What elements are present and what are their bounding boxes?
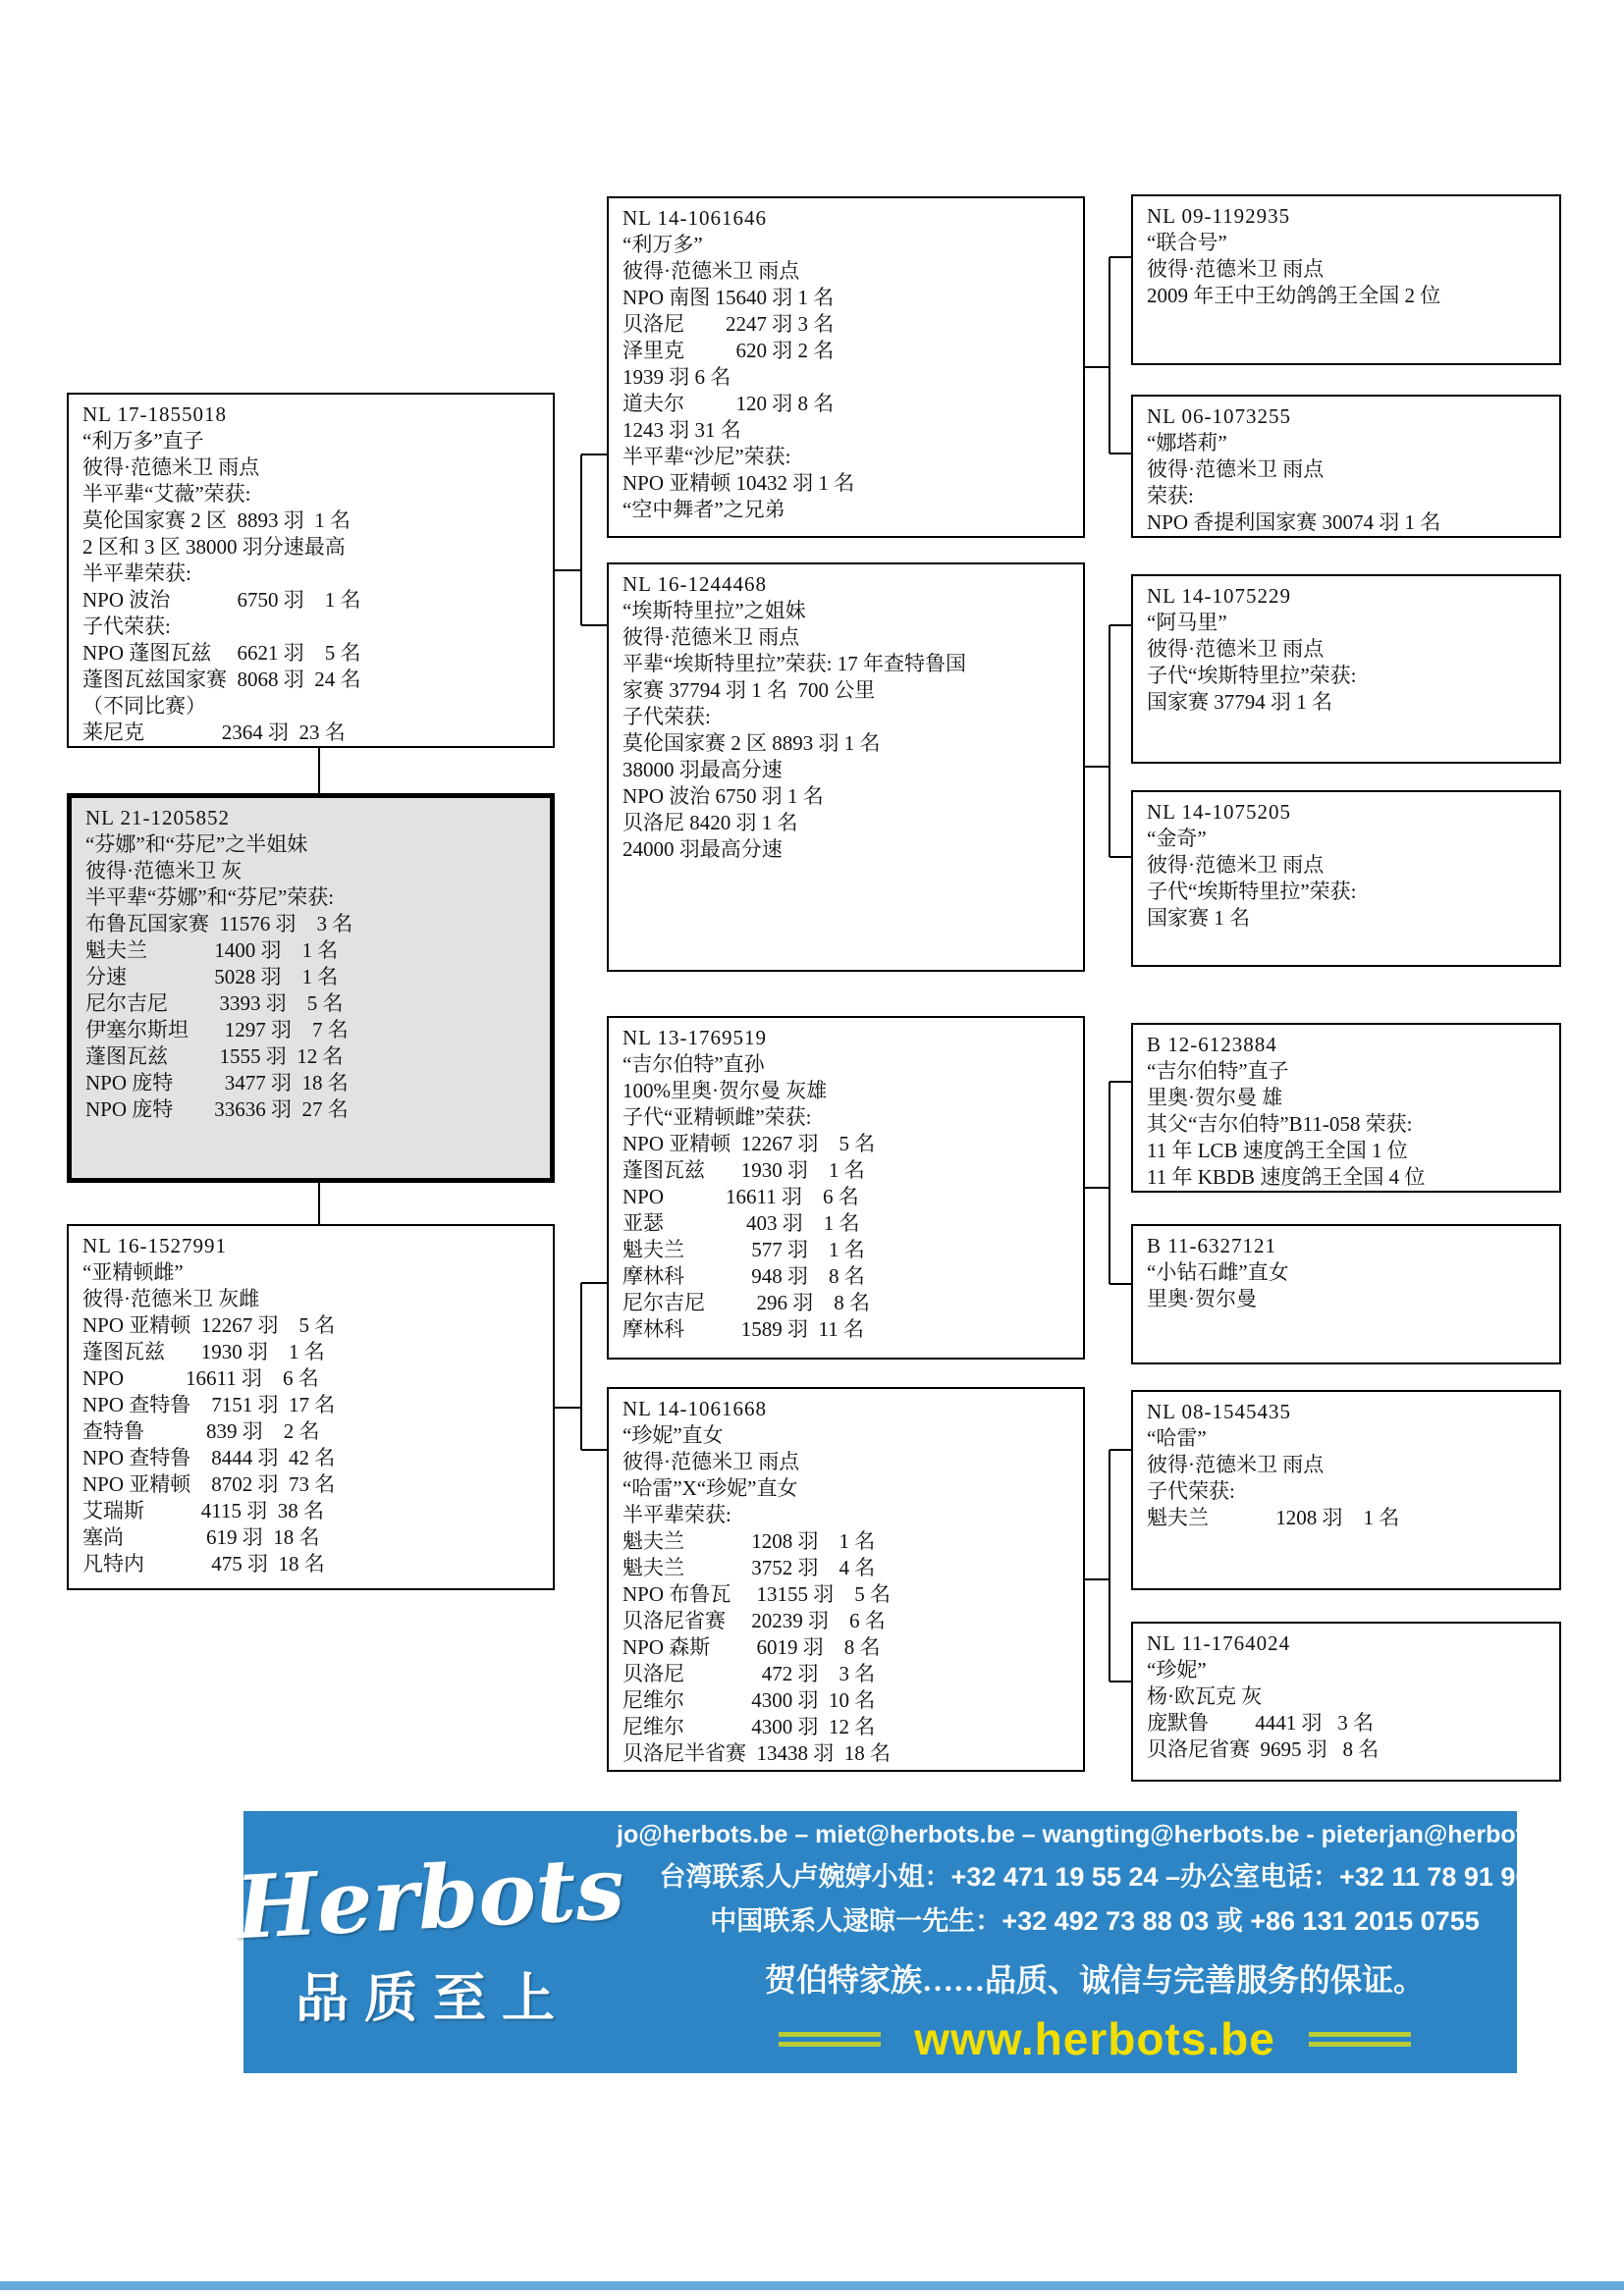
pedigree-line: “哈雷” — [1147, 1426, 1207, 1450]
pedigree-line: 38000 羽最高分速 — [623, 758, 783, 781]
pedigree-line: NPO 亚精顿 8702 羽 73 名 — [82, 1472, 336, 1496]
pedigree-lines — [1147, 826, 1547, 932]
pedigree-line: 魁夫兰 3752 羽 4 名 — [623, 1556, 876, 1579]
pedigree-lines — [82, 1259, 541, 1577]
pedigree-line: NPO 南图 15640 羽 1 名 — [623, 286, 835, 309]
pedigree-line: 1243 羽 31 名 — [623, 418, 741, 442]
pedigree-line: NPO 查特鲁 8444 羽 42 名 — [82, 1446, 336, 1469]
pedigree-box-sire-dam — [607, 562, 1085, 972]
pedigree-line: 彼得·范德米卫 雨点 — [82, 455, 260, 479]
pedigree-line: 家赛 37794 羽 1 名 700 公里 — [623, 678, 876, 702]
decorative-lines-right-icon — [1309, 2027, 1411, 2052]
pedigree-line: 贝洛尼 8420 羽 1 名 — [623, 811, 798, 834]
pedigree-line: 蓬图瓦兹 1930 羽 1 名 — [623, 1158, 865, 1182]
pedigree-line: 亚瑟 403 羽 1 名 — [623, 1211, 860, 1235]
pedigree-line: 贝洛尼省赛 20239 羽 6 名 — [623, 1609, 886, 1632]
pedigree-line: 魁夫兰 1400 羽 1 名 — [85, 938, 339, 962]
pedigree-line: NPO 波治 6750 羽 1 名 — [82, 588, 361, 612]
pedigree-line: NPO 16611 羽 6 名 — [82, 1366, 319, 1390]
pedigree-line: 半平辈“艾薇”荣获: — [82, 482, 251, 506]
pedigree-line: “联合号” — [1147, 231, 1227, 254]
banner-family-slogan: 贺伯特家族……品质、诚信与完善服务的保证。 — [765, 1962, 1426, 1998]
pedigree-line: “娜塔莉” — [1147, 431, 1227, 454]
pedigree-line: 半平辈“沙尼”荣获: — [623, 445, 791, 468]
ring-number: B 12-6123884 — [1147, 1033, 1277, 1056]
pedigree-line: “金奇” — [1147, 827, 1207, 850]
ring-number: NL 14-1061668 — [623, 1397, 767, 1420]
banner-contact-china: 中国联系人逯晾一先生：+32 492 73 88 03 或 +86 131 2015 0755 — [710, 1906, 1480, 1936]
pedigree-line: 100%里奥·贺尔曼 灰雄 — [623, 1079, 828, 1102]
pedigree-box-dam-dam-dam — [1131, 1622, 1561, 1782]
pedigree-line: （不同比赛） — [82, 694, 206, 718]
pedigree-line: 魁夫兰 577 羽 1 名 — [623, 1238, 865, 1261]
ring-number: NL 16-1527991 — [82, 1234, 227, 1257]
ring-number: NL 06-1073255 — [1147, 404, 1291, 428]
pedigree-lines — [85, 831, 538, 1123]
pedigree-line: 其父“吉尔伯特”B11-058 荣获: — [1147, 1112, 1413, 1136]
pedigree-line: 半平辈“芬娜”和“芬尼”荣获: — [85, 885, 335, 909]
pedigree-line: “利万多”直子 — [82, 429, 204, 453]
ring-number: NL 14-1061646 — [623, 206, 767, 230]
pedigree-line: “利万多” — [623, 233, 703, 256]
pedigree-line: 塞尚 619 羽 18 名 — [82, 1525, 320, 1549]
ring-number: NL 21-1205852 — [85, 806, 230, 829]
pedigree-line: 荣获: — [1147, 484, 1194, 507]
banner-contact-taiwan: 台湾联系人卢婉婷小姐：+32 471 19 55 24 –办公室电话：+32 11 78 91 90 — [659, 1862, 1531, 1892]
pedigree-line: 里奥·贺尔曼 雄 — [1147, 1086, 1283, 1109]
website-url: www.herbots.be — [914, 2013, 1275, 2064]
pedigree-box-sire-sire-dam — [1131, 395, 1561, 538]
pedigree-line: NPO 亚精顿 12267 羽 5 名 — [623, 1132, 876, 1155]
pedigree-line: 国家赛 37794 羽 1 名 — [1147, 690, 1332, 714]
pedigree-line: 子代荣获: — [82, 614, 171, 638]
pedigree-box-subject — [67, 793, 555, 1183]
pedigree-box-sire-dam-dam — [1131, 790, 1561, 967]
ring-number: B 11-6327121 — [1147, 1234, 1276, 1257]
pedigree-line: 11 年 KBDB 速度鸽王全国 4 位 — [1147, 1165, 1426, 1189]
pedigree-line: NPO 亚精顿 10432 羽 1 名 — [623, 471, 855, 495]
pedigree-line: 彼得·范德米卫 灰 — [85, 859, 243, 882]
pedigree-line: NPO 庞特 3477 羽 18 名 — [85, 1071, 349, 1095]
ring-number: NL 09-1192935 — [1147, 204, 1291, 228]
pedigree-line: 子代荣获: — [623, 705, 711, 728]
pedigree-line: 蓬图瓦兹 1555 羽 12 名 — [85, 1044, 344, 1068]
pedigree-lines — [82, 428, 541, 746]
pedigree-line: 莫伦国家赛 2 区 8893 羽 1 名 — [82, 508, 351, 532]
decorative-lines-left-icon — [779, 2027, 881, 2052]
pedigree-lines — [623, 232, 1071, 523]
pedigree-line: 魁夫兰 1208 羽 1 名 — [623, 1529, 876, 1553]
pedigree-box-sire — [67, 393, 555, 748]
pedigree-lines — [1147, 230, 1547, 309]
pedigree-lines — [1147, 430, 1547, 536]
pedigree-line: NPO 亚精顿 12267 羽 5 名 — [82, 1313, 336, 1337]
pedigree-line: 子代荣获: — [1147, 1479, 1235, 1503]
pedigree-line: 摩林科 1589 羽 11 名 — [623, 1317, 864, 1341]
pedigree-line: “珍妮” — [1147, 1658, 1207, 1682]
pedigree-line: NPO 香提利国家赛 30074 羽 1 名 — [1147, 510, 1441, 534]
pedigree-line: 尼维尔 4300 羽 10 名 — [623, 1688, 876, 1712]
pedigree-line: 彼得·范德米卫 雨点 — [1147, 853, 1325, 877]
pedigree-lines — [1147, 1259, 1547, 1312]
pedigree-line: NPO 查特鲁 7151 羽 17 名 — [82, 1393, 336, 1416]
pedigree-line: NPO 波治 6750 羽 1 名 — [623, 784, 824, 808]
banner-logo-block — [233, 1836, 627, 2032]
pedigree-line: 11 年 LCB 速度鸽王全国 1 位 — [1147, 1139, 1408, 1162]
pedigree-line: 半平辈荣获: — [623, 1503, 731, 1526]
pedigree-line: “吉尔伯特”直子 — [1147, 1059, 1289, 1083]
pedigree-line: “吉尔伯特”直孙 — [623, 1052, 765, 1076]
pedigree-line: 伊塞尔斯坦 1297 羽 7 名 — [85, 1018, 349, 1041]
pedigree-box-dam-dam — [607, 1387, 1085, 1772]
pedigree-line: 艾瑞斯 4115 羽 38 名 — [82, 1499, 324, 1522]
pedigree-line: “空中舞者”之兄弟 — [623, 498, 785, 521]
pedigree-line: 泽里克 620 羽 2 名 — [623, 339, 835, 362]
pedigree-line: 24000 羽最高分速 — [623, 837, 783, 861]
pedigree-line: 彼得·范德米卫 雨点 — [1147, 1453, 1325, 1476]
pedigree-line: 莫伦国家赛 2 区 8893 羽 1 名 — [623, 731, 881, 755]
pedigree-line: 魁夫兰 1208 羽 1 名 — [1147, 1506, 1400, 1529]
ring-number: NL 16-1244468 — [623, 572, 767, 596]
pedigree-line: 贝洛尼 2247 羽 3 名 — [623, 312, 835, 336]
pedigree-line: 彼得·范德米卫 雨点 — [1147, 257, 1325, 281]
pedigree-line: 子代“埃斯特里拉”荣获: — [1147, 880, 1357, 903]
pedigree-line: 彼得·范德米卫 灰雌 — [82, 1287, 260, 1310]
pedigree-line: 蓬图瓦兹国家赛 8068 羽 24 名 — [82, 667, 361, 691]
pedigree-line: 2 区和 3 区 38000 羽分速最高 — [82, 535, 346, 559]
pedigree-line: 1939 羽 6 名 — [623, 365, 731, 389]
pedigree-line: 贝洛尼半省赛 13438 羽 18 名 — [623, 1741, 891, 1765]
pedigree-line: 彼得·范德米卫 雨点 — [1147, 637, 1325, 661]
pedigree-line: 庞默鲁 4441 羽 3 名 — [1147, 1711, 1374, 1735]
pedigree-line: 摩林科 948 羽 8 名 — [623, 1264, 865, 1288]
pedigree-lines — [623, 1051, 1071, 1343]
pedigree-line: 里奥·贺尔曼 — [1147, 1287, 1257, 1310]
ring-number: NL 14-1075205 — [1147, 800, 1291, 824]
pedigree-line: “哈雷”X“珍妮”直女 — [623, 1476, 798, 1500]
pedigree-lines — [1147, 1058, 1547, 1191]
pedigree-line: “珍妮”直女 — [623, 1423, 724, 1447]
pedigree-box-sire-sire-sire — [1131, 194, 1561, 365]
pedigree-line: NPO 庞特 33636 羽 27 名 — [85, 1097, 349, 1121]
pedigree-line: 半平辈荣获: — [82, 561, 191, 585]
pedigree-line: 分速 5028 羽 1 名 — [85, 965, 339, 988]
banner-contact-block — [617, 1819, 1579, 2065]
pedigree-line: 彼得·范德米卫 雨点 — [623, 625, 800, 649]
pedigree-box-dam-sire-sire — [1131, 1023, 1561, 1193]
pedigree-line: 凡特内 475 羽 18 名 — [82, 1552, 325, 1575]
pedigree-line: “阿马里” — [1147, 611, 1227, 634]
pedigree-line: 尼尔吉尼 296 羽 8 名 — [623, 1291, 870, 1314]
banner-emails: jo@herbots.be – miet@herbots.be – wangting@herbots.be - pieterjan@herbots.be — [617, 1821, 1574, 1848]
pedigree-line: “小钻石雌”直女 — [1147, 1260, 1289, 1284]
herbots-banner — [233, 1811, 1574, 2073]
pedigree-lines — [623, 598, 1071, 863]
pedigree-line: NPO 蓬图瓦兹 6621 羽 5 名 — [82, 641, 361, 665]
pedigree-box-sire-sire — [607, 196, 1085, 538]
pedigree-line: 子代“亚精顿雌”荣获: — [623, 1105, 812, 1129]
pedigree-line: NPO 16611 羽 6 名 — [623, 1185, 859, 1208]
pedigree-line: 蓬图瓦兹 1930 羽 1 名 — [82, 1340, 325, 1363]
pedigree-line: 2009 年王中王幼鸽鸽王全国 2 位 — [1147, 284, 1441, 307]
herbots-logo-text: Herbots — [233, 1836, 627, 1959]
pedigree-line: 尼维尔 4300 羽 12 名 — [623, 1715, 876, 1738]
page-bottom-strip — [0, 2281, 1624, 2290]
pedigree-box-dam-sire — [607, 1016, 1085, 1360]
pedigree-line: NPO 森斯 6019 羽 8 名 — [623, 1635, 881, 1659]
pedigree-line: 贝洛尼 472 羽 3 名 — [623, 1662, 876, 1685]
pedigree-lines — [1147, 1657, 1547, 1763]
pedigree-line: 子代“埃斯特里拉”荣获: — [1147, 664, 1357, 687]
pedigree-line: 彼得·范德米卫 雨点 — [1147, 457, 1325, 481]
pedigree-lines — [1147, 1425, 1547, 1531]
pedigree-line: 贝洛尼省赛 9695 羽 8 名 — [1147, 1737, 1380, 1761]
pedigree-line: 尼尔吉尼 3393 羽 5 名 — [85, 991, 344, 1015]
herbots-logo-subtitle: 品质至上 — [296, 1969, 570, 2028]
pedigree-line: “芬娜”和“芬尼”之半姐妹 — [85, 832, 308, 856]
pedigree-box-dam-sire-dam — [1131, 1224, 1561, 1364]
pedigree-box-dam — [67, 1224, 555, 1590]
ring-number: NL 11-1764024 — [1147, 1631, 1291, 1655]
ring-number: NL 08-1545435 — [1147, 1400, 1291, 1423]
pedigree-line: 杨·欧瓦克 灰 — [1147, 1684, 1263, 1708]
ring-number: NL 17-1855018 — [82, 402, 227, 426]
pedigree-lines — [1147, 610, 1547, 716]
pedigree-box-dam-dam-sire — [1131, 1390, 1561, 1590]
pedigree-line: “亚精顿雌” — [82, 1260, 184, 1284]
pedigree-line: 莱尼克 2364 羽 23 名 — [82, 721, 346, 744]
pedigree-lines — [623, 1422, 1071, 1767]
ring-number: NL 14-1075229 — [1147, 584, 1291, 608]
pedigree-line: 平辈“埃斯特里拉”荣获: 17 年查特鲁国 — [623, 652, 966, 675]
ring-number: NL 13-1769519 — [623, 1026, 767, 1049]
pedigree-line: 查特鲁 839 羽 2 名 — [82, 1419, 320, 1443]
pedigree-box-sire-dam-sire — [1131, 574, 1561, 764]
pedigree-line: 道夫尔 120 羽 8 名 — [623, 392, 835, 415]
pedigree-line: 彼得·范德米卫 雨点 — [623, 259, 800, 283]
pedigree-line: “埃斯特里拉”之姐妹 — [623, 599, 806, 622]
pedigree-line: 布鲁瓦国家赛 11576 羽 3 名 — [85, 912, 353, 935]
pedigree-line: NPO 布鲁瓦 13155 羽 5 名 — [623, 1582, 892, 1606]
pedigree-line: 国家赛 1 名 — [1147, 906, 1250, 930]
pedigree-line: 彼得·范德米卫 雨点 — [623, 1450, 800, 1473]
